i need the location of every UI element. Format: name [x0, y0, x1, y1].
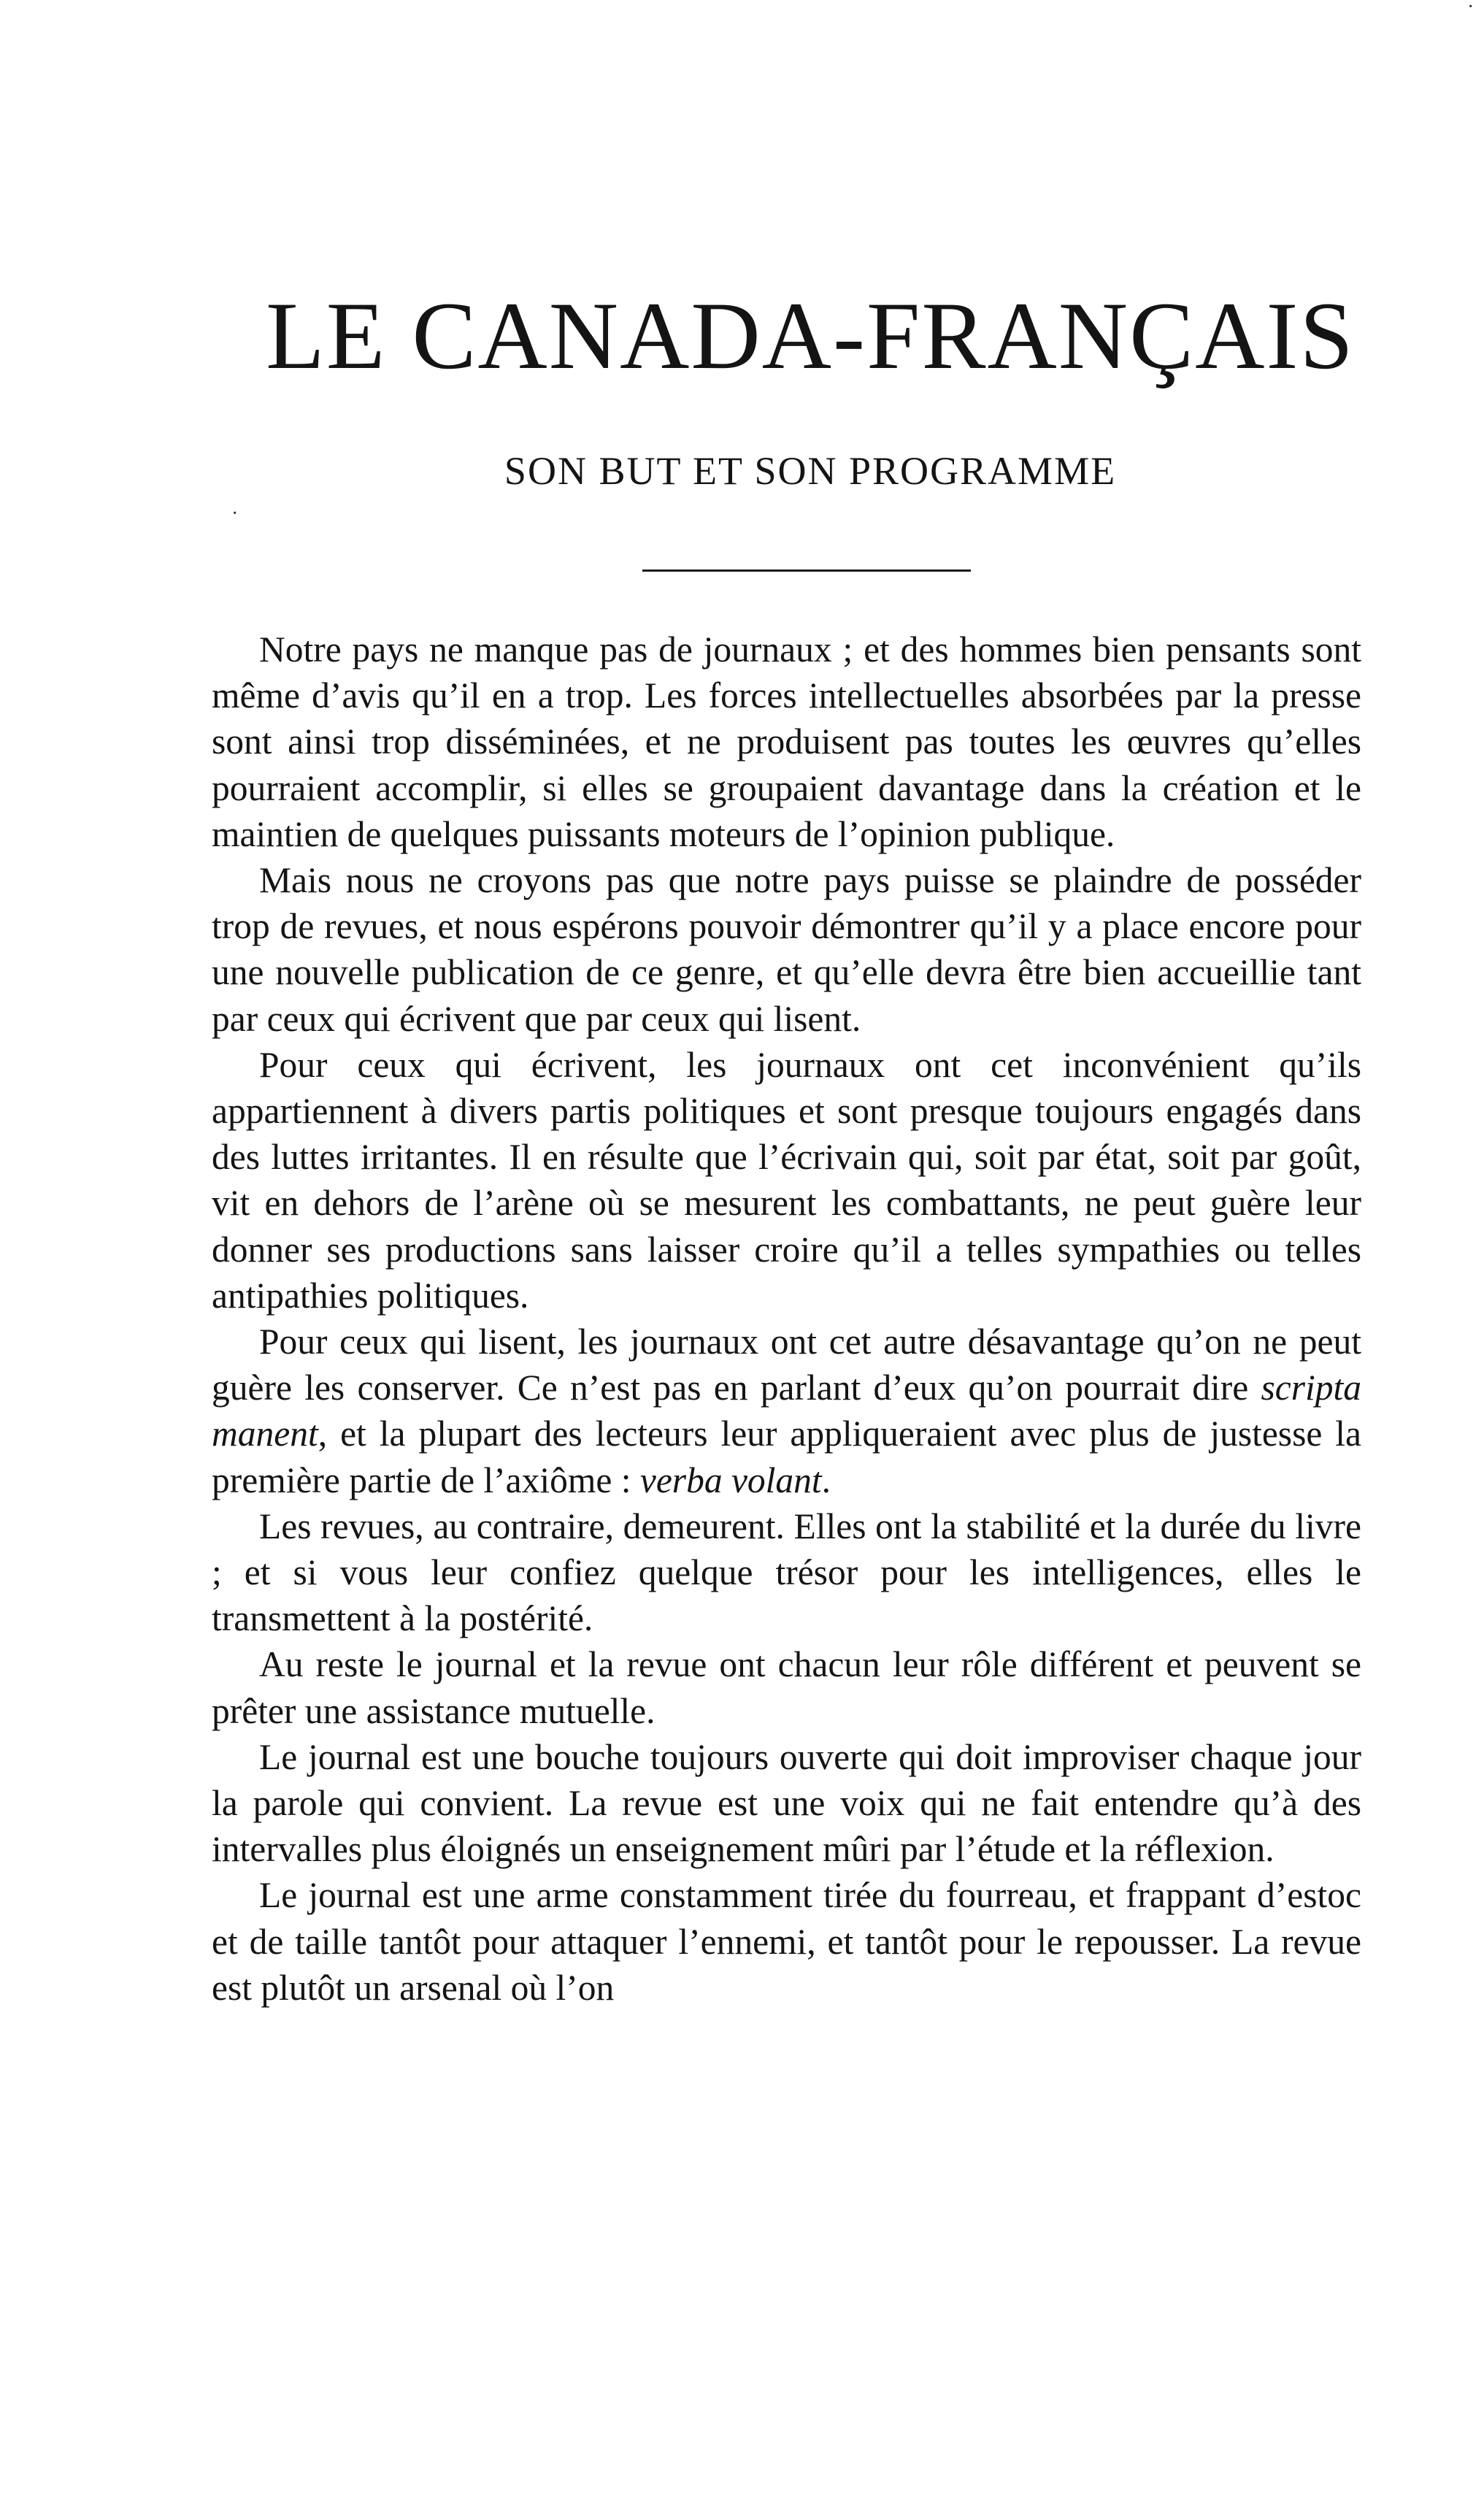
latin-phrase: verba volant — [639, 1460, 822, 1500]
paragraph: Pour ceux qui écrivent, les journaux ont cet inconvénient qu’ils appartiennent à divers partis politiques et sont presque toujours engagés dans des luttes irritantes. Il en résulte que l’écrivain qui, soit par état, soit par goût, vit en dehors de l’arène où se mesurent les combattants, ne peut guère leur donner ses productions sans laisser croire qu’il a telles sympathies ou telles antipathies politiques. — [212, 1044, 1361, 1316]
latin-phrase: scripta manent — [212, 1368, 1361, 1454]
paragraph: Au reste le journal et la revue ont chacun leur rôle différent et peuvent se prêter une assistance mutuelle. — [212, 1644, 1361, 1731]
paragraph-text: Pour ceux qui lisent, les journaux ont cet autre désavantage qu’on ne peut guère les conserver. Ce n’est pas en parlant d’eux qu’on pourrait dire — [212, 1322, 1361, 1408]
article-subtitle: SON BUT ET SON PROGRAMME — [504, 449, 1117, 493]
paragraph-text: , et la plupart des lecteurs leur appliqueraient avec plus de justesse la première partie de l’axiôme : — [212, 1414, 1361, 1500]
paragraph: Le journal est une bouche toujours ouverte qui doit improviser chaque jour la parole qui convient. La revue est une voix qui ne fait entendre qu’à des intervalles plus éloignés un enseignement mûri par l’étude et la réflexion. — [212, 1736, 1361, 1870]
paragraph: Le journal est une arme constamment tirée du fourreau, et frappant d’estoc et de taille tantôt pour attaquer l’ennemi, et tantôt pour le repousser. La revue est plutôt un arsenal où l’on — [212, 1875, 1361, 2008]
paragraph: Mais nous ne croyons pas que notre pays puisse se plaindre de posséder trop de revues, et nous espérons pouvoir démontrer qu’il y a place encore pour une nouvelle publication de ce genre, et qu’elle devra être bien accueillie tant par ceux qui écrivent que par ceux qui lisent. — [212, 860, 1361, 1039]
margin-speck: · — [1467, 0, 1475, 18]
paragraph — [212, 1319, 1361, 1503]
article-title: LE CANADA-FRANÇAIS — [266, 282, 1355, 389]
margin-speck: · — [231, 502, 239, 525]
paragraph-text: . — [821, 1460, 831, 1500]
title-divider — [642, 569, 971, 572]
paragraph: Notre pays ne manque pas de journaux ; et des hommes bien pensants sont même d’avis qu’il en a trop. Les forces intellectuelles absorbées par la presse sont ainsi trop disséminées, et ne produisent pas toutes les œuvres qu’elles pourraient accomplir, si elles se groupaient davantage dans la création et le maintien de quelques puissants moteurs de l’opinion publique. — [212, 629, 1361, 854]
paragraph: Les revues, au contraire, demeurent. Elles ont la stabilité et la durée du livre ; et si vous leur confiez quelque trésor pour les intelligences, elles le transmettent à la postérité. — [212, 1506, 1361, 1639]
article-body — [212, 626, 1361, 2011]
